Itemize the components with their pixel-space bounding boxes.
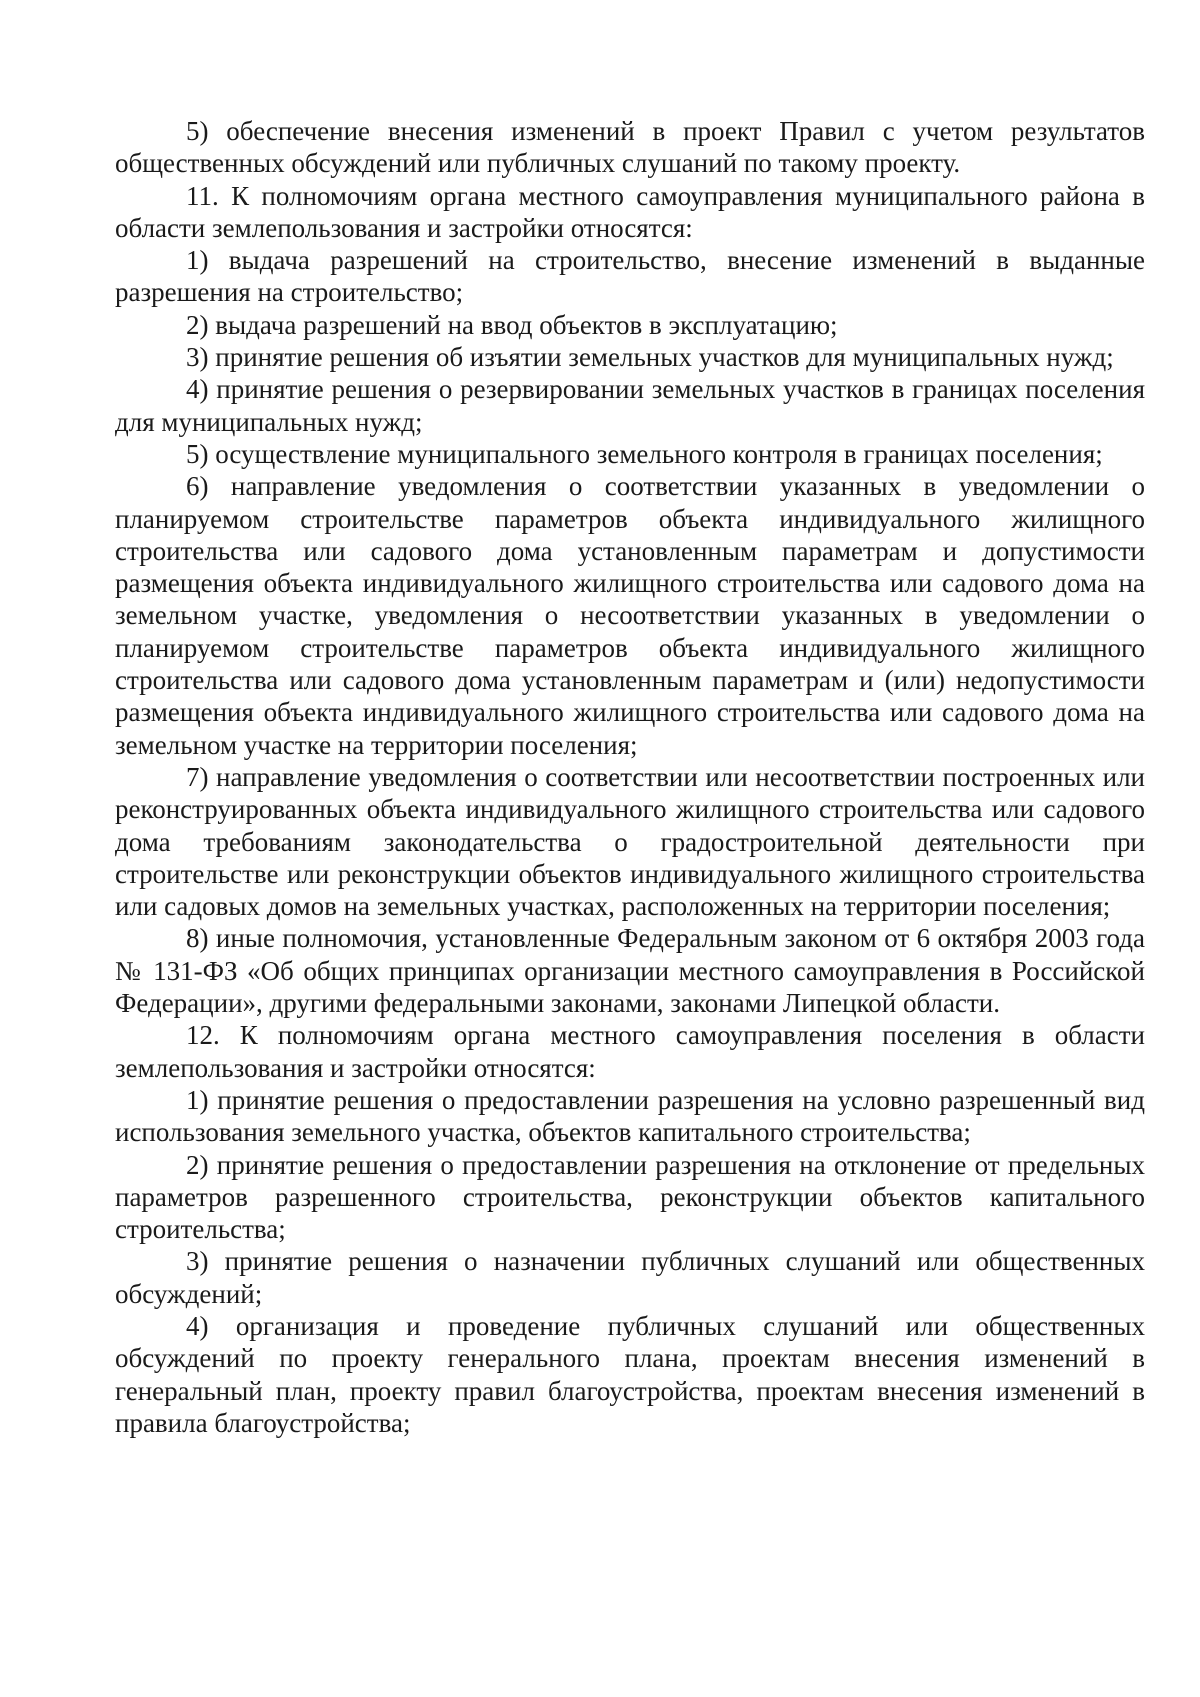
paragraph-12-settlement-powers: 12. К полномочиям органа местного самоуправления поселения в области землепользования и застройки относятся:: [115, 1020, 1145, 1083]
paragraph-11-item-4: 4) принятие решения о резервировании земельных участков в границах поселения для муниципальных нужд;: [115, 374, 1145, 437]
paragraph-11-item-1: 1) выдача разрешений на строительство, внесение изменений в выданные разрешения на строительство;: [115, 245, 1145, 308]
paragraph-11-item-8: 8) иные полномочия, установленные Федеральным законом от 6 октября 2003 года № 131-ФЗ «Об общих принципах организации местного самоуправления в Российской Федерации», другими федеральными законами, законами Липецкой области.: [115, 923, 1145, 1019]
paragraph-12-item-2: 2) принятие решения о предоставлении разрешения на отклонение от предельных параметров разрешенного строительства, реконструкции объектов капитального строительства;: [115, 1149, 1145, 1245]
paragraph-12-item-3: 3) принятие решения о назначении публичных слушаний или общественных обсуждений;: [115, 1246, 1145, 1309]
document-body: [115, 115, 1145, 1439]
paragraph-item-5-project-changes: 5) обеспечение внесения изменений в проект Правил с учетом результатов общественных обсуждений или публичных слушаний по такому проекту.: [115, 116, 1145, 179]
paragraph-12-item-4: 4) организация и проведение публичных слушаний или общественных обсуждений по проекту генерального плана, проектам внесения изменений в генеральный план, проекту правил благоустройства, проектам внесения изменений в правила благоустройства;: [115, 1310, 1145, 1438]
paragraph-11-item-3: 3) принятие решения об изъятии земельных участков для муниципальных нужд;: [186, 342, 1114, 373]
paragraph-11-district-powers: 11. К полномочиям органа местного самоуправления муниципального района в области землепользования и застройки относятся:: [115, 180, 1145, 243]
paragraph-11-item-5: 5) осуществление муниципального земельного контроля в границах поселения;: [186, 438, 1103, 469]
paragraph-11-item-2: 2) выдача разрешений на ввод объектов в эксплуатацию;: [186, 309, 838, 340]
paragraph-11-item-7: 7) направление уведомления о соответствии или несоответствии построенных или реконструированных объекта индивидуального жилищного строительства или садового дома требованиям законодательства о градостроительной деятельности при строительстве или реконструкции объектов индивидуального жилищного строительства или садовых домов на земельных участках, расположенных на территории поселения;: [115, 761, 1145, 922]
paragraph-12-item-1: 1) принятие решения о предоставлении разрешения на условно разрешенный вид использования земельного участка, объектов капитального строительства;: [115, 1084, 1145, 1148]
paragraph-11-item-6: 6) направление уведомления о соответствии указанных в уведомлении о планируемом строительстве параметров объекта индивидуального жилищного строительства или садового дома установленным параметрам и допустимости размещения объекта индивидуального жилищного строительства или садового дома на земельном участке, уведомления о несоответствии указанных в уведомлении о планируемом строительстве параметров объекта индивидуального жилищного строительства или садового дома установленным параметрам и (или) недопустимости размещения объекта индивидуального жилищного строительства или садового дома на земельном участке на территории поселения;: [115, 471, 1145, 760]
